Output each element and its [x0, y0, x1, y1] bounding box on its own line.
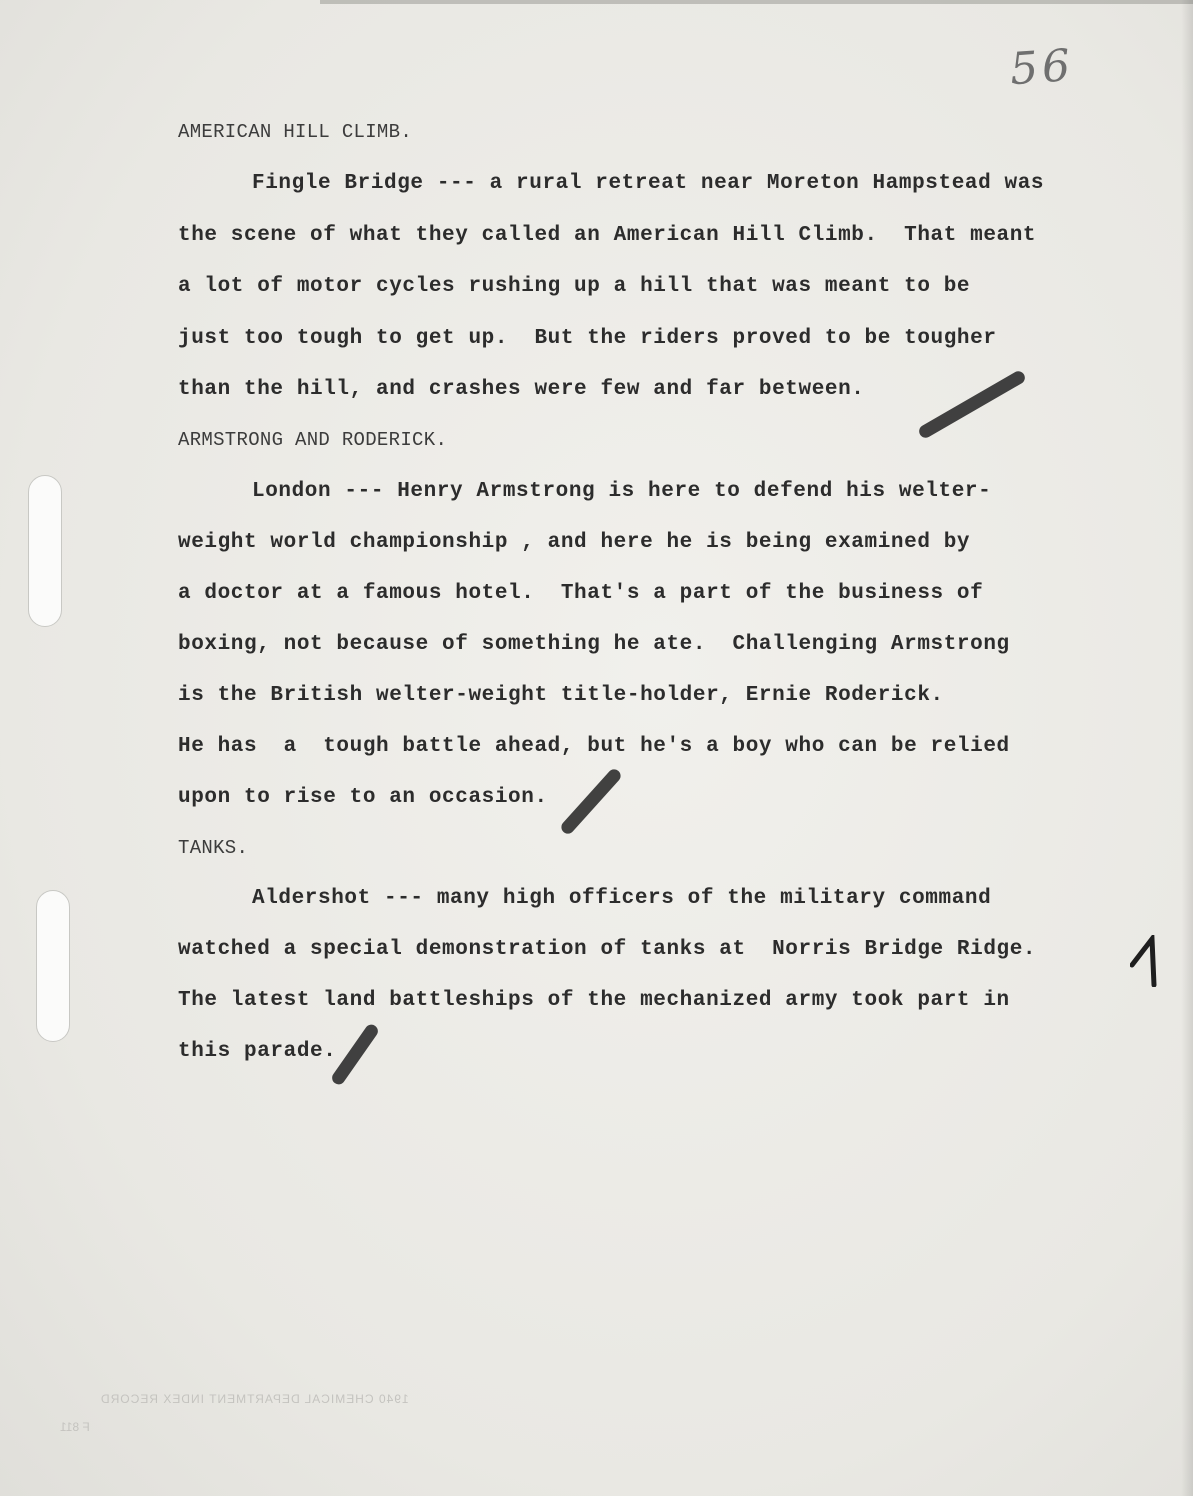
- text-line: upon to rise to an occasion.: [178, 786, 548, 809]
- punch-hole-upper: [28, 475, 62, 627]
- text-line: The latest land battleships of the mechanized army took part in: [178, 989, 1010, 1012]
- text-line: watched a special demonstration of tanks at Norris Bridge Ridge.: [178, 938, 1037, 961]
- text-line: He has a tough battle ahead, but he's a boy who can be relied: [178, 735, 1010, 758]
- text-line: than the hill, and crashes were few and far between.: [178, 378, 865, 401]
- text-line: just too tough to get up. But the riders proved to be tougher: [178, 327, 997, 350]
- section-heading-hill-climb: AMERICAN HILL CLIMB.: [178, 121, 413, 143]
- section-heading-armstrong: ARMSTRONG AND RODERICK.: [178, 429, 448, 451]
- text-line: Aldershot --- many high officers of the military command: [252, 887, 992, 910]
- text-line: a doctor at a famous hotel. That's a part of the business of: [178, 582, 984, 605]
- text-line: is the British welter-weight title-holder, Ernie Roderick.: [178, 684, 944, 707]
- text-line: boxing, not because of something he ate. Challenging Armstrong: [178, 633, 1010, 656]
- text-line: a lot of motor cycles rushing up a hill that was meant to be: [178, 275, 971, 298]
- handwritten-page-number: 56: [1008, 39, 1076, 96]
- page-right-shadow: [1181, 0, 1193, 1496]
- punch-hole-lower: [36, 890, 70, 1042]
- text-line: weight world championship , and here he is being examined by: [178, 531, 971, 554]
- page-top-edge: [320, 0, 1193, 4]
- insert-caret-mark: [1130, 935, 1160, 987]
- text-line: Fingle Bridge --- a rural retreat near Moreton Hampstead was: [252, 172, 1045, 195]
- text-line: this parade.: [178, 1040, 337, 1063]
- section-heading-tanks: TANKS.: [178, 837, 249, 859]
- text-line: the scene of what they called an American Hill Climb. That meant: [178, 224, 1037, 247]
- text-line: London --- Henry Armstrong is here to defend his welter-: [252, 480, 992, 503]
- ghost-stamp-code: F 811: [60, 1420, 90, 1434]
- ghost-stamp-text: 1940 CHEMICAL DEPARTMENT INDEX RECORD: [100, 1392, 409, 1406]
